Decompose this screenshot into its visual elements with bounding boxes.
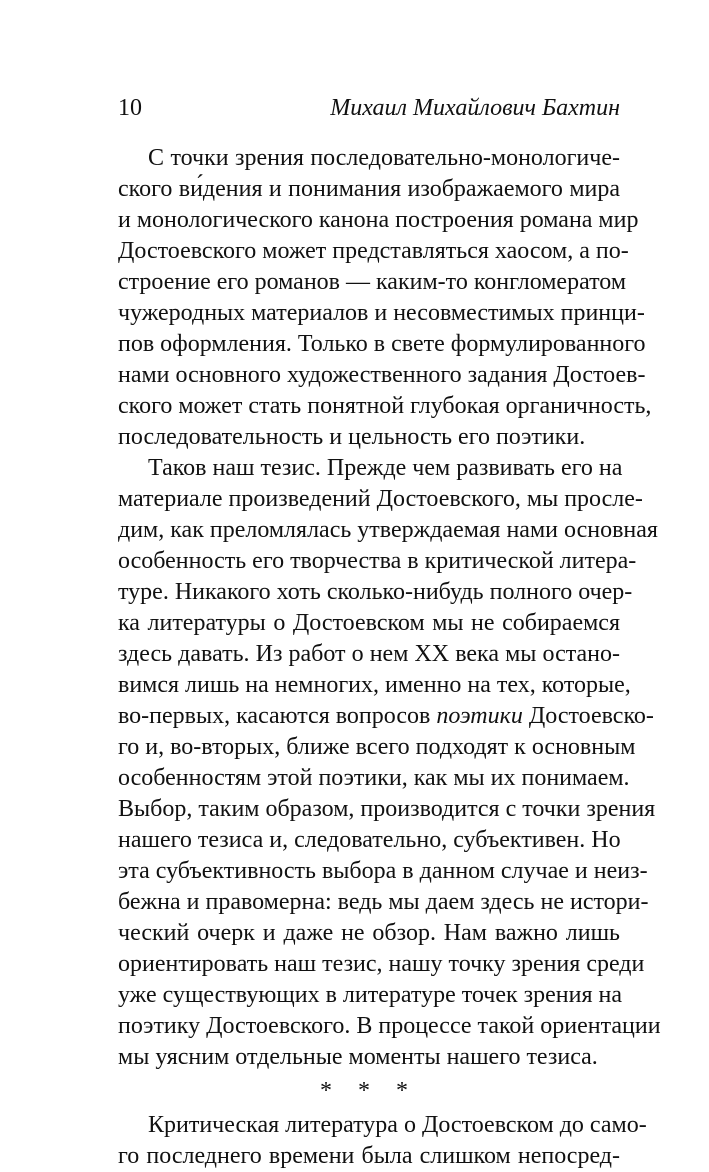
text-line: поэтику Достоевского. В процессе такой ориентации <box>118 1013 661 1039</box>
text-line: ского может стать понятной глубокая органичность, <box>118 393 652 419</box>
line-segment: во-первых, касаются вопросов <box>118 703 437 729</box>
running-head: Михаил Михайлович Бахтин <box>330 95 620 121</box>
text-line: особенностям этой поэтики, как мы их понимаем. <box>118 765 630 791</box>
text-line: здесь давать. Из работ о нем XX века мы остано- <box>118 641 620 667</box>
text-line: особенность его творчества в критической литера- <box>118 548 637 574</box>
page-number: 10 <box>118 95 142 121</box>
text-line: туре. Никакого хоть сколько-нибудь полного очер- <box>118 579 633 605</box>
text-line: нами основного художественного задания Достоев- <box>118 362 646 388</box>
paragraph-3 <box>118 1110 647 1172</box>
text-line: ка литературы о Достоевском мы не собираемся <box>118 610 620 636</box>
text-line: мы уясним отдельные моменты нашего тезиса. <box>118 1044 598 1070</box>
text-line: последовательность и цельность его поэтики. <box>118 424 586 450</box>
text-line: Критическая литература о Достоевском до само- <box>148 1112 647 1138</box>
text-line: чужеродных материалов и несовместимых принци- <box>118 300 645 326</box>
text-line: Выбор, таким образом, производится с точки зрения <box>118 796 656 822</box>
text-line: и монологического канона построения романа мир <box>118 207 639 233</box>
text-line: ческий очерк и даже не обзор. Нам важно лишь <box>118 920 620 946</box>
line-segment: Достоевско- <box>522 703 654 729</box>
page-body <box>118 143 661 1172</box>
text-line: Достоевского может представляться хаосом, а по- <box>118 238 629 264</box>
text-line: го и, во-вторых, ближе всего подходят к основным <box>118 734 636 760</box>
paragraph-2 <box>118 453 661 1073</box>
text-line: С точки зрения последовательно-монологиче- <box>148 145 620 171</box>
text-line: вимся лишь на немногих, именно на тех, которые, <box>118 672 631 698</box>
text-line: го последнего времени была слишком непосред- <box>118 1143 620 1169</box>
text-line: нашего тезиса и, следовательно, субъективен. Но <box>118 827 621 853</box>
section-separator: * * * <box>320 1078 418 1104</box>
text-line: материале произведений Достоевского, мы просле- <box>118 486 643 512</box>
text-line-with-italic <box>118 701 654 732</box>
text-line: Таков наш тезис. Прежде чем развивать его на <box>148 455 623 481</box>
text-line: бежна и правомерна: ведь мы даем здесь не истори- <box>118 889 649 915</box>
text-line: дим, как преломлялась утверждаемая нами основная <box>118 517 658 543</box>
text-line: строение его романов — каким-то конгломератом <box>118 269 627 295</box>
text-line: ориентировать наш тезис, нашу точку зрения среди <box>118 951 645 977</box>
text-line: пов оформления. Только в свете формулированного <box>118 331 646 357</box>
text-line: ского ви́дения и понимания изображаемого мира <box>118 176 620 202</box>
text-line: эта субъективность выбора в данном случае и неиз- <box>118 858 648 884</box>
paragraph-1 <box>118 143 652 453</box>
text-line: уже существующих в литературе точек зрения на <box>118 982 623 1008</box>
italic-term: поэтики <box>436 703 523 729</box>
